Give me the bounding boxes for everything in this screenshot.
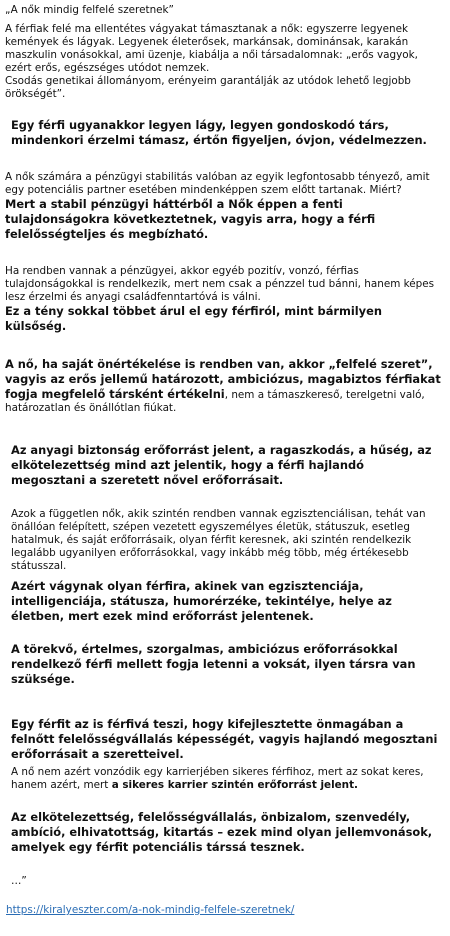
source-line bbox=[5, 904, 442, 917]
financial-bold: Mert a stabil pénzügyi háttérből a Nők éppen a fenti tulajdonságokra következtetnek, vagyis arra, hogy a férfi felelősségteljes és megbízható. bbox=[5, 197, 376, 241]
finances-paragraph: Ha rendben vannak a pénzügyei, akkor egyéb pozitív, vonzó, férfias tulajdonságokkal is rendelkezik, mert nem csak a pénzzel tud bánni, hanem képes lesz érzelmi és anyagi családfenntartóvá is válni. bbox=[5, 265, 435, 303]
financial-block bbox=[5, 171, 442, 242]
intro-paragraph-2: Csodás genetikai állományom, erényeim garantálják az utódok lehető legjobb örökségét”. bbox=[5, 75, 411, 100]
finances-bold: Ez a tény sokkal többet árul el egy férfiról, mint bármilyen külsőség. bbox=[5, 304, 382, 333]
financial-paragraph: A nők számára a pénzügyi stabilitás valóban az egyik legfontosabb tényező, amit egy potenciális partner esetében mindenképpen szem előtt tartanak. Miért? bbox=[5, 171, 430, 196]
traits-paragraph: Az elkötelezettség, felelősségvállalás, önbizalom, szenvedély, ambíció, elhivatottság, kitartás – ezek mind olyan jellemvonások, amelyek egy férfit potenciális társsá tesznek. bbox=[11, 810, 433, 854]
self-esteem-bold: A nő, ha saját önértékelése is rendben van, akkor „felfelé szeret”, vagyis az erős jellemű határozott, ambiciózus, magabiztos férfiakat fogja megfelelő társként értékelni bbox=[5, 357, 441, 401]
status-bold-paragraph: Azért vágynak olyan férfira, akinek van egzisztenciája, intelligenciája, státusza, humorérzéke, tekintélye, helye az életben, mert ezek mind erőforrást jelentenek. bbox=[11, 579, 392, 623]
intro-paragraph: A férfiak felé ma ellentétes vágyakat támasztanak a nők: egyszerre legyenek kemények és lágyak. Legyenek életerősek, markánsak, dominánsak, karakán maszkulin vonásokkal, ami üzenje, kiabálja a női társadalomnak: „erős vagyok, ezért erős, egészséges utódot nemzek. bbox=[5, 23, 418, 74]
career-text: A nő nem azért vonzódik egy karrierjében sikeres férfihoz, mert az sokat keres, hanem azért, mert bbox=[11, 766, 424, 791]
ellipsis-quote: …” bbox=[11, 875, 27, 887]
responsibility-bold: Egy férfit az is férfivá teszi, hogy kifejlesztette önmagában a felnőtt felelősségvállalás képességét, vagyis hajlandó megosztani erőforrásait a szeretteivel. bbox=[11, 717, 438, 761]
career-bold: a sikeres karrier szintén erőforrást jelent. bbox=[111, 779, 358, 791]
ambitious-man-paragraph: A törekvő, értelmes, szorgalmas, ambiciózus erőforrásokkal rendelkező férfi mellett fogja letenni a voksát, ilyen társra van szüksége. bbox=[11, 642, 416, 686]
resource-paragraph: Az anyagi biztonság erőforrást jelent, a ragaszkodás, a hűség, az elkötelezettség mind azt jelentik, hogy a férfi hajlandó megosztani a szeretett nővel erőforrásait. bbox=[11, 443, 432, 487]
self-esteem-paragraph bbox=[5, 357, 442, 415]
finances-block bbox=[5, 265, 442, 334]
independent-women-paragraph: Azok a független nők, akik szintén rendben vannak egzisztenciálisan, tehát van önállóan felépített, szépen vezetett egyszemélyes életük, státuszuk, esetleg hatalmuk, és saját erőforrásaik, olyan férfit keresnek, aki szintén rendelkezik legalább ugyanilyen erőforrásokkal, vagy inkább még több, még értékesebb státusszal. bbox=[11, 508, 426, 572]
responsibility-block bbox=[5, 717, 442, 792]
intro-block bbox=[5, 4, 442, 101]
career-paragraph bbox=[11, 766, 442, 792]
bold-paragraph-soft-man: Egy férfi ugyanakkor legyen lágy, legyen gondoskodó társ, mindenkori érzelmi támasz, értőn figyeljen, óvjon, védelmezzen. bbox=[11, 118, 427, 147]
quote-title: „A nők mindig felfelé szeretnek” bbox=[5, 4, 174, 16]
self-esteem-rest: , nem a támaszkereső, terelgetni való, határozatlan és önállótlan fiúkat. bbox=[5, 389, 425, 414]
source-link[interactable]: https://kiralyeszter.com/a-nok-mindig-felfele-szeretnek/ bbox=[6, 904, 295, 916]
